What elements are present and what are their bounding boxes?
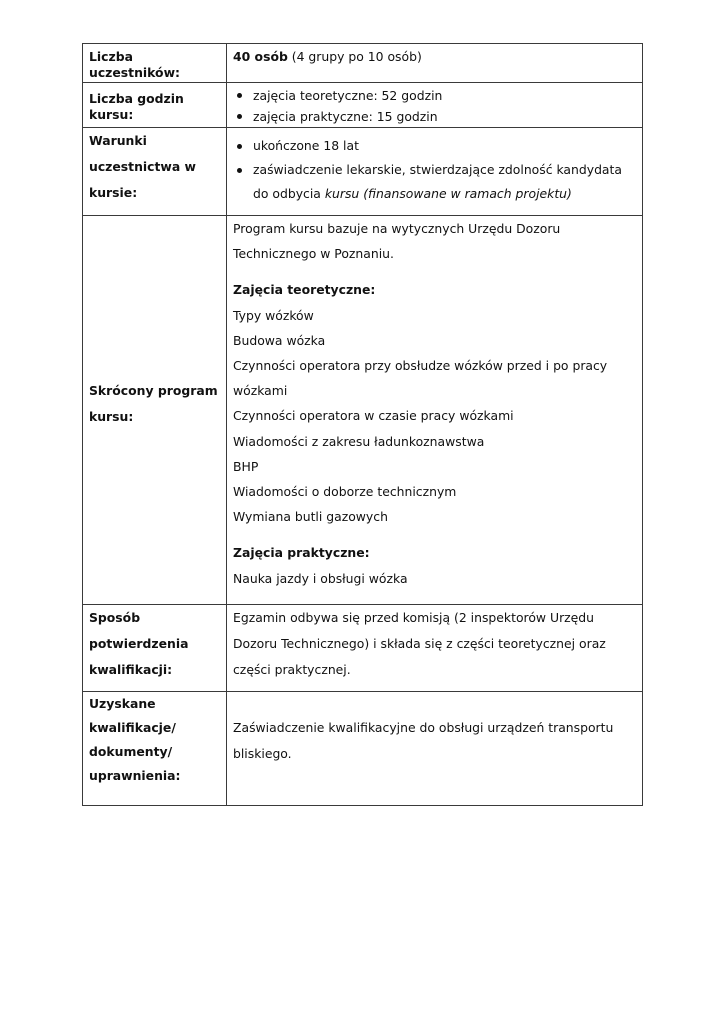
hours-label: Liczba godzin kursu: <box>89 91 184 122</box>
row-program <box>83 216 643 605</box>
list-item: ukończone 18 lat <box>233 134 636 158</box>
label-cell <box>83 128 227 216</box>
label-cell <box>83 692 227 806</box>
label-line: Warunki <box>89 133 147 148</box>
theory-item: Typy wózków <box>233 307 314 323</box>
theory-heading: Zajęcia teoretyczne: <box>233 282 376 298</box>
label-line: dokumenty/ <box>89 744 173 759</box>
program-intro: Program kursu bazuje na wytycznych Urzędu Dozoru Technicznego w Poznaniu. <box>233 221 561 262</box>
row-confirmation <box>83 605 643 692</box>
conditions-label <box>89 128 220 206</box>
confirmation-text: Egzamin odbywa się przed komisją (2 inspektorów Urzędu Dozoru Technicznego) i składa się z części teoretycznej oraz części praktycznej. <box>233 610 606 677</box>
value-cell <box>227 692 643 806</box>
theory-item: Wiadomości z zakresu ładunkoznawstwa <box>233 433 485 449</box>
label-line: kwalifikacji: <box>89 662 173 677</box>
list-item: zajęcia praktyczne: 15 godzin <box>233 106 636 127</box>
label-line: kursie: <box>89 185 138 200</box>
qualifications-label <box>89 692 220 788</box>
theory-item: Czynności operatora w czasie pracy wózkami <box>233 408 514 424</box>
theory-item: Budowa wózka <box>233 332 326 348</box>
program-label <box>89 216 220 430</box>
row-qualifications <box>83 692 643 806</box>
conditions-list <box>233 128 636 206</box>
value-cell <box>227 128 643 216</box>
row-conditions <box>83 128 643 216</box>
medical-cert-italic: kursu (finansowane w ramach projektu) <box>324 186 572 201</box>
value-cell <box>227 44 643 83</box>
label-line: potwierdzenia <box>89 636 189 651</box>
row-participants <box>83 44 643 83</box>
qualifications-text: Zaświadczenie kwalifikacyjne do obsługi urządzeń transportu bliskiego. <box>233 720 614 761</box>
label-cell <box>83 44 227 83</box>
participants-label: Liczba uczestników: <box>89 49 180 80</box>
label-line: kursu: <box>89 409 134 424</box>
theory-item: Wymiana butli gazowych <box>233 509 388 525</box>
hours-list <box>233 83 636 127</box>
theory-item: BHP <box>233 458 259 474</box>
list-item: zajęcia teoretyczne: 52 godzin <box>233 85 636 106</box>
medical-cert-text: zaświadczenie lekarskie, stwierdzające zdolność kandydata do odbycia <box>253 162 622 201</box>
label-line: Sposób <box>89 610 141 625</box>
participants-count: 40 osób <box>233 49 288 64</box>
value-cell <box>227 83 643 128</box>
row-hours <box>83 83 643 128</box>
list-item <box>233 158 636 206</box>
participants-groups: (4 grupy po 10 osób) <box>287 49 422 64</box>
course-info-table <box>82 43 643 806</box>
practice-item: Nauka jazdy i obsługi wózka <box>233 570 408 586</box>
practice-heading: Zajęcia praktyczne: <box>233 545 370 561</box>
label-cell <box>83 605 227 692</box>
label-cell <box>83 216 227 605</box>
label-line: Skrócony program <box>89 383 218 398</box>
value-cell <box>227 216 643 605</box>
theory-item: Czynności operatora przy obsłudze wózków przed i po pracy wózkami <box>233 358 608 399</box>
participants-value <box>233 44 636 65</box>
confirmation-label <box>89 605 220 683</box>
theory-item: Wiadomości o doborze technicznym <box>233 484 457 500</box>
label-line: Uzyskane <box>89 696 156 711</box>
label-line: uprawnienia: <box>89 768 181 783</box>
label-line: uczestnictwa w <box>89 159 196 174</box>
label-cell <box>83 83 227 128</box>
label-line: kwalifikacje/ <box>89 720 176 735</box>
value-cell <box>227 605 643 692</box>
